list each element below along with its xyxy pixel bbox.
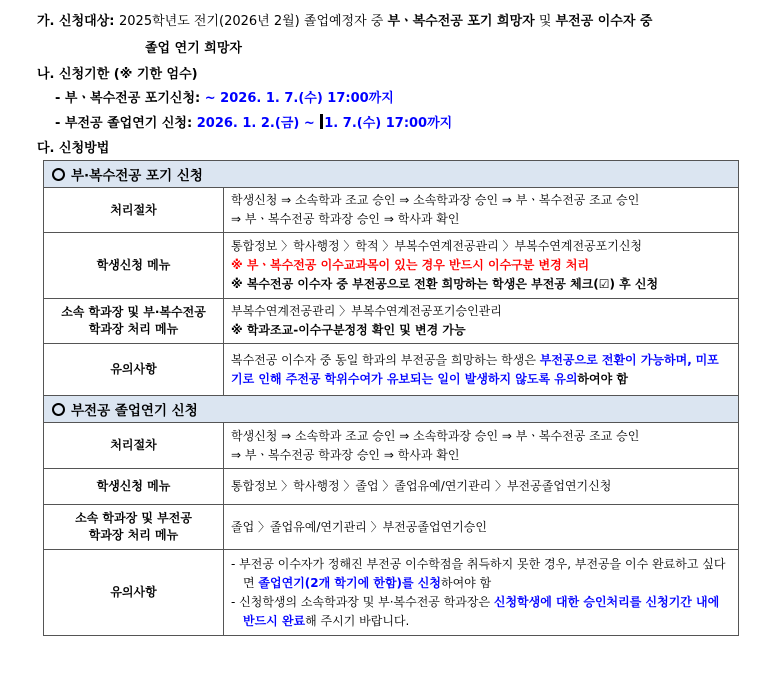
note-text: 하여야 함 [440, 575, 492, 590]
method-heading: 다. 신청방법 [37, 141, 110, 156]
deadline-item-2 [55, 112, 452, 131]
table-row [44, 469, 739, 505]
table-row [44, 299, 739, 344]
circle-bullet-icon [52, 168, 65, 181]
note-emphasis: 부전공으로 전환이 가능하며, [539, 352, 692, 367]
row-label: 유의사항 [44, 550, 224, 636]
target-heading [37, 10, 653, 29]
row-content [224, 344, 739, 396]
note-text: - 신청학생의 소속학과장 및 부·복수전공 학과장은 [231, 594, 494, 609]
deadline-item-1-label: - 부ㆍ복수전공 포기신청: [55, 91, 201, 106]
table-row [44, 188, 739, 233]
ga-text1: 2025학년도 전기(2026년 2월) 졸업예정자 중 [119, 14, 388, 29]
procedure-line: 학생신청 ⇒ 소속학과 조교 승인 ⇒ 소속학과장 승인 ⇒ 부ㆍ복수전공 조교 승인 [231, 428, 640, 443]
row-label [44, 505, 224, 550]
note-text: 복수전공 이수자 중 동일 학과의 부전공을 희망하는 학생은 [231, 352, 540, 367]
note-emphasis: 졸업연기(2개 학기에 한함)를 신청 [258, 575, 441, 590]
note-text: 해 주시기 바랍니다. [305, 613, 410, 628]
row-content [224, 188, 739, 233]
dept-menu-path: 부복수연계전공관리 〉부복수연계전공포기승인관리 [231, 304, 502, 318]
procedure-line: ⇒ 부ㆍ복수전공 학과장 승인 ⇒ 학사과 확인 [231, 447, 460, 462]
circle-bullet-icon [52, 403, 65, 416]
row-label: 학생신청 메뉴 [44, 233, 224, 299]
row-content [224, 550, 739, 636]
ga-line2: 졸업 연기 희망자 [145, 41, 242, 56]
section2-header-row [44, 396, 739, 423]
application-method-table [43, 160, 739, 636]
row-label: 처리절차 [44, 423, 224, 469]
ga-bold2: 부전공 이수자 중 [555, 14, 653, 29]
row-content [224, 299, 739, 344]
table-row [44, 344, 739, 396]
note-text: - 부전공 이수자가 정해진 부전공 이수학점을 취득하지 못한 경우, 부전공을 이수 완료하고 싶다면 [231, 556, 726, 590]
row-label-line: 소속 학과장 및 부·복수전공 [61, 305, 206, 319]
dept-note: ※ 학과조교-이수구분정정 확인 및 변경 가능 [231, 323, 466, 337]
deadline-heading: 나. 신청기한 (※ 기한 엄수) [37, 67, 198, 82]
menu-path: 통합정보 〉학사행정 〉학적 〉부복수연계전공관리 〉부복수연계전공포기신청 [231, 239, 643, 253]
deadline-item-1 [55, 87, 394, 106]
row-label [44, 299, 224, 344]
row-content [224, 423, 739, 469]
table-row [44, 233, 739, 299]
note-item-2 [231, 593, 730, 631]
row-content [224, 233, 739, 299]
table-row [44, 423, 739, 469]
deadline-item-2-value-b: 1. 7.(수) 17:00까지 [324, 116, 453, 131]
ga-text2: 및 [534, 14, 556, 29]
deadline-item-2-label: - 부전공 졸업연기 신청: [55, 116, 193, 131]
ga-bold1: 부ㆍ복수전공 포기 희망자 [387, 14, 535, 29]
table-row [44, 550, 739, 636]
section2-title: 부전공 졸업연기 신청 [71, 403, 198, 419]
note-emphasis: 신청학생에 대한 승인처리를 신청기간 내에 반드시 완료 [243, 594, 720, 628]
deadline-item-2-value-a: 2026. 1. 2.(금) ~ [196, 116, 320, 131]
section2-header [44, 396, 739, 423]
procedure-line: 학생신청 ⇒ 소속학과 조교 승인 ⇒ 소속학과장 승인 ⇒ 부ㆍ복수전공 조교 승인 [231, 193, 640, 207]
ga-label: 가. 신청대상: [37, 14, 115, 29]
menu-note: ※ 복수전공 이수자 중 부전공으로 전환 희망하는 학생은 부전공 체크(☑) 후 신청 [231, 277, 659, 291]
row-content: 통합정보 〉학사행정 〉졸업 〉졸업유예/연기관리 〉부전공졸업연기신청 [224, 469, 739, 505]
menu-warning: ※ 부ㆍ복수전공 이수교과목이 있는 경우 반드시 이수구분 변경 처리 [231, 258, 590, 272]
deadline-item-1-value: ~ 2026. 1. 7.(수) 17:00까지 [204, 91, 394, 106]
note-item-1 [231, 555, 730, 593]
row-label-line: 소속 학과장 및 부전공 [75, 511, 192, 525]
note-text: 하여야 함 [577, 371, 628, 386]
row-label: 학생신청 메뉴 [44, 469, 224, 505]
section1-header-row [44, 161, 739, 188]
row-content: 졸업 〉졸업유예/연기관리 〉부전공졸업연기승인 [224, 505, 739, 550]
row-label: 유의사항 [44, 344, 224, 396]
row-label-line: 학과장 처리 메뉴 [88, 322, 179, 336]
section1-title: 부·복수전공 포기 신청 [71, 168, 203, 184]
note-emphasis: 미포기로 인해 주전공 학위수여가 유보되는 일이 발생하지 않도록 유의 [231, 352, 719, 386]
table-row [44, 505, 739, 550]
procedure-line: ⇒ 부ㆍ복수전공 학과장 승인 ⇒ 학사과 확인 [231, 212, 460, 226]
row-label-line: 학과장 처리 메뉴 [88, 528, 179, 542]
row-label: 처리절차 [44, 188, 224, 233]
section1-header [44, 161, 739, 188]
text-cursor [320, 114, 323, 129]
